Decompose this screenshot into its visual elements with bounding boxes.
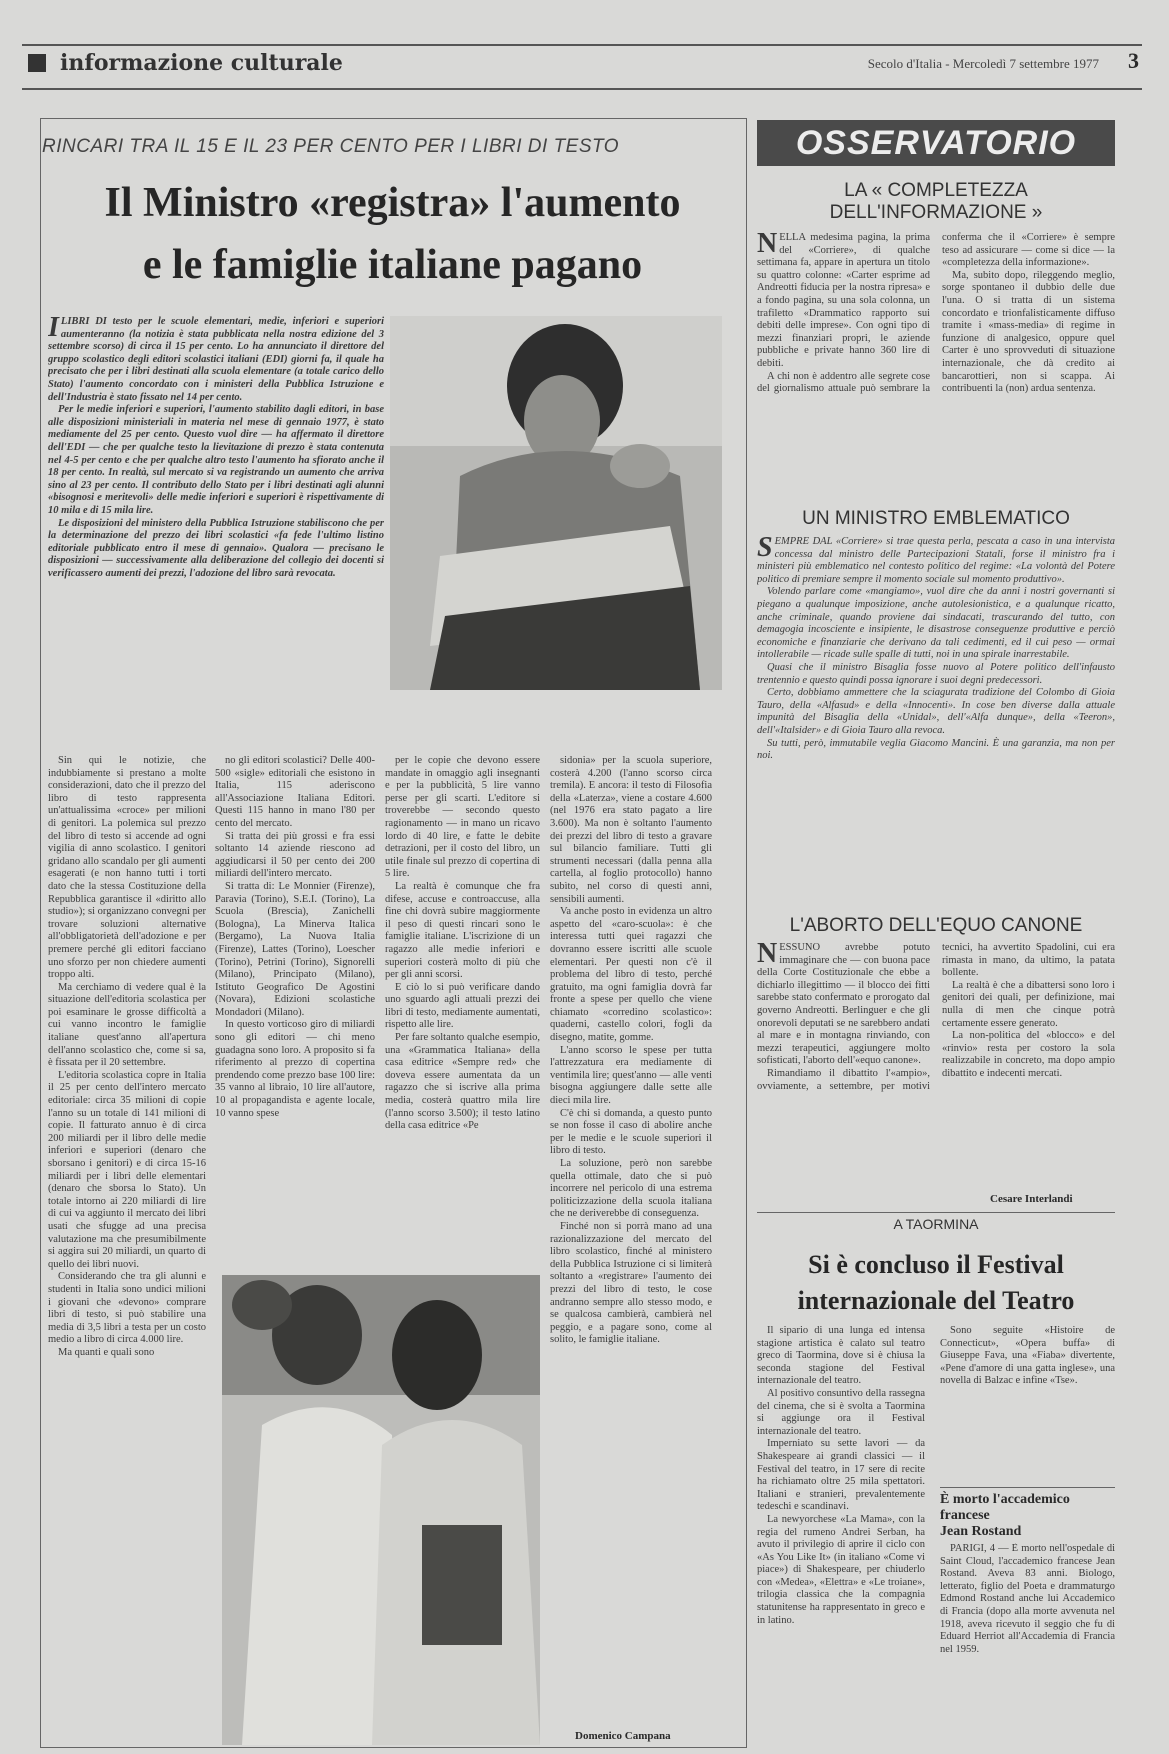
paragraph: Imperniato su sette lavori — da Shakespeare ai grandi classici — il Festival del teatro, in 17 sere di recite ha richiamato oltre 25 mila spettatori. Italiani e stranieri, prevalentemente tedeschi e scandinavi. — [757, 1438, 925, 1513]
paragraph: Rimandiamo il dibattito l'«ampio», ovviamente, a settembre, per motivi tecnici, ha avvertito Spadolini, cui era rimasta in mano, da ultimo, la patata bollente. — [757, 942, 1115, 1092]
top-rule — [22, 44, 1142, 46]
section-title: informazione culturale — [60, 50, 343, 76]
sidebar-article-3-body — [757, 942, 1115, 1190]
paragraph: Considerando che tra gli alunni e studenti in Italia sono undici milioni i giovani che «devono» comprare libri di testo, si può stabilire una media di 3,5 libri a testa per un costo medio a libro di circa 4.000 lire. — [48, 1271, 206, 1346]
paragraph: Su tutti, però, immutabile veglia Giacomo Mancini. È una garanzia, ma non per noi. — [757, 737, 1115, 762]
header-rule — [22, 88, 1142, 90]
photo-student-reading — [390, 316, 722, 690]
sidebar-article-4-kicker: A TAORMINA — [893, 1216, 979, 1232]
article-column-3 — [385, 755, 540, 1263]
paragraph: Sono seguite «Histoire de Connecticut», «Opera buffa» di Giuseppe Fava, una «Fiaba» divertente, «Pene d'amore di una gatta inglese», una novella di Balzac e infine «Tse». — [940, 1325, 1115, 1387]
paragraph: ESSUNO avrebbe potuto immaginare che — con buona pace della Corte Costituzionale che ebbe a dichiarlo illegittimo — il blocco dei fitti sarebbe stato confermato e prorogato dal governo Andreotti. Berlinguer e che gli onorevoli deputati se ne sarebbero andati al mare e in montagna rinviando, con mezzi terapeutici, aggiungere molto sofisticati, l'aborto dell'«equo canone». — [757, 942, 930, 1067]
paragraph: Ma, subito dopo, rileggendo meglio, sorge spontaneo il dubbio delle due l'una. O si tratta di un sistema concordato e trionfalisticamente diffuso tramite i «mass-media» di regime in funzione di analgesico, oppure quel Carter è uno sprovveduti di situazione internazionale, che dà credito ai bancarottieri, non si scappa. Ai contribuenti la (non) ardua sentenza. — [942, 269, 1115, 395]
paragraph: Certo, dobbiamo ammettere che la sciagurata tradizione del Colombo di Gioia Tauro, della «Alfasud» e della «Innocenti». In cose ben diverse dalla attuale impunità del Bisaglia della «Unidal», dell'«Alfa dunque», della «Teeron», dell'«Italsider» e di Gioia Tauro alla revoca. — [757, 687, 1115, 736]
paragraph: Quasi che il ministro Bisaglia fosse nuovo al Potere politico dell'infausto trentennio e questo quindi possa ignorare i suoi degni predecessori. — [757, 661, 1115, 686]
intro-paragraph: Le disposizioni del ministero della Pubblica Istruzione stabiliscono che per la determinazione del prezzo dei libri scolastici «fa fede l'ultimo listino editoriale pubblicato entro il mese di gennaio». Qualora — precisano le disposizioni — successivamente alla deliberazione del collegio dei docenti si verificassero aumenti dei prezzi, l'adozione del libro sarà revocata. — [48, 517, 384, 579]
sidebar-article-1-title-line-2: DELL'INFORMAZIONE » — [829, 202, 1043, 223]
section-logo-icon — [28, 54, 46, 72]
divider — [757, 1212, 1115, 1213]
paragraph: Va anche posto in evidenza un altro aspetto del «caro-scuola»: è che interessa tutti quei ragazzi che dovranno essere iscritti alle scuole elementari. Per questi non c'è il problema del libro di testo, perché gratuito, ma ogni famiglia dovrà far fronte a spese per quello che viene chiamato «corredino scolastico»: quaderni, castello colori, fogli da disegno, matite, gomme. — [550, 906, 712, 1044]
paragraph: Finché non si porrà mano ad una razionalizzazione del mercato del libro scolastico, finché al ministero della Pubblica Istruzione ci si limiterà soltanto a «registrare» l'aumento dei prezzi del libro di testo, le cose andranno sempre allo stesso modo, e se qualcosa cambierà, cambierà nel peggio, e a pagare sono, come al solito, le famiglie italiane. — [550, 1220, 712, 1346]
dateline: Secolo d'Italia - Mercoledì 7 settembre 1977 — [867, 56, 1099, 71]
sidebar-article-5-body — [940, 1543, 1115, 1723]
paragraph: Ma quanti e quali sono — [58, 1346, 155, 1358]
article-column-4 — [550, 755, 712, 1725]
paragraph: L'anno scorso le spese per tutta l'attrezzatura era mediamente di ventimila lire; quest'anno — alle venti bisogna aggiungere dalle sette alle dieci mila lire. — [550, 1044, 712, 1107]
headline-line-2: e le famiglie italiane pagano — [142, 242, 643, 288]
article-column-1 — [48, 755, 206, 1740]
drop-cap: N — [757, 942, 778, 969]
paragraph: A chi non è addentro alle segrete cose del giornalismo attuale può sembrare la conferma che il «Corriere» è sempre teso ad assicurare — come si dice — la «completezza della informazione». — [757, 232, 1115, 395]
sidebar-article-4-body-continued — [940, 1325, 1115, 1425]
paragraph: ELLA medesima pagina, la prima del «Corriere», di qualche settimana fa, appare in apertura un titolo su quattro colonne: «Carter esprime ad Andreotti fiducia per la nostra ripresa» e a fondo pagina, su una sola colonna, un trafiletto «Drammatico rapporto sui debiti delle imprese». Con ogni tipo di mezzi finanziari propri, le aziende pubbliche e private hanno 360 lire di debiti. — [757, 232, 930, 369]
article-kicker: RINCARI TRA IL 15 E IL 23 PER CENTO PER I LIBRI DI TESTO — [42, 136, 620, 157]
paragraph: Il sipario di una lunga ed intensa stagione artistica è calato sul teatro greco di Taormina, dove si è chiusa la seconda stagione del Festival internazionale del teatro. — [757, 1325, 925, 1387]
osservatorio-banner: OSSERVATORIO — [757, 120, 1115, 166]
sidebar-article-1-title-line-1: LA « COMPLETEZZA — [844, 180, 1028, 201]
paragraph: La soluzione, però non sarebbe quella ottimale, dato che si può incorrere nel pericolo di una estrema politicizzazione della scuola italiana che ne deriverebbe di conseguenza. — [550, 1158, 712, 1220]
headline-line-1: Il Ministro «registra» l'aumento — [104, 180, 681, 226]
photo-students-group — [222, 1275, 540, 1745]
paragraph: Ma cerchiamo di vedere qual è la situazione dell'editoria scolastica per poi esaminare le grosse difficoltà a cui vanno incontro le famiglie italiane quest'anno all'apertura dell'anno scolastico che, come si sa, è fissata per il 20 settembre. — [48, 981, 206, 1069]
article-intro — [48, 316, 384, 716]
paragraph: Per fare soltanto qualche esempio, una «Grammatica Italiana» della casa editrice «Sempre red» che doveva essere aumentata da un ragazzo che si iscrive alla prima media, costerà quattro mila lire (l'anno scorso 3.500); il testo latino della casa editrice «Pe — [385, 1032, 540, 1132]
drop-cap: S — [757, 536, 773, 563]
paragraph: La realtà è che a dibattersi sono loro i genitori dei quali, per definizione, mai nulla di men che cinque potrà certamente essere generato. — [942, 979, 1115, 1029]
paragraph: Si tratta dei più grossi e fra essi soltanto 14 aziende riescono ad aggiudicarsi il 50 per cento dei 200 miliardi dell'intero mercato. — [215, 830, 375, 880]
paragraph: PARIGI, 4 — È morto nell'ospedale di Saint Cloud, l'accademico francese Jean Rostand. Aveva 83 anni. Biologo, letterato, figlio del Poeta e drammaturgo Edmond Rostand anche lui Accademico di Francia (dopo alla morte avvenuta nel 1918, aveva ricevuto il seggio che fu di Eduard Herriot all'Accademia di Francia nel 1959. — [940, 1543, 1115, 1655]
drop-cap: I — [48, 316, 59, 343]
sidebar-article-2-title: UN MINISTRO EMBLEMATICO — [802, 508, 1070, 529]
paragraph: L'editoria scolastica copre in Italia il 25 per cento dell'intero mercato editoriale: circa 35 milioni di copie l'anno su un totale di 141 milioni di copie. Il fatturato annuo è di circa 200 miliardi per il libro delle medie inferiori e superiori (denaro che sborsano i genitori) e di circa 15-16 miliardi per i libri delle elementari (denaro che sborsa lo Stato). Un totale intorno ai 220 miliardi di lire di cui va aggiunto il mercato dei libri usati che sfugge ad una precisa valutazione ma che presumibilmente si aggira sui 20 miliardi, un quarto di quello dei libri nuovi. — [48, 1069, 206, 1270]
headline-line: È morto l'accademico — [940, 1492, 1070, 1507]
headline-line: Jean Rostand — [940, 1524, 1022, 1539]
sidebar-article-2-body — [757, 536, 1115, 904]
paragraph: La non-politica del «blocco» e del «rinvio» resta per costoro la sola realizzabile in concreto, ma dopo ampio dibattito e indecenti mercati. — [942, 1030, 1115, 1079]
sidebar-article-4-headline-line-2: internazionale del Teatro — [797, 1286, 1075, 1315]
paragraph: E ciò lo si può verificare dando uno sguardo agli attuali prezzi dei libri di testo, mediamente aumentati, rispetto alle lire. — [385, 981, 540, 1031]
paragraph: Sin qui le notizie, che indubbiamente si prestano a molte considerazioni, dato che il prezzo del libro di testo rappresenta un'attualissima «croce» per milioni di genitori. La polemica sul prezzo del libro di testo si accende ad ogni vigilia di anno scolastico. I genitori gridano allo scandalo per gli aumenti esagerati (e non hanno tutti i torti dato che la stessa Costituzione della Repubblica garantisce il «diritto allo studio»); si organizzano convegni per trovare soluzioni alternative all'obbligatorietà dell'adozione e per premere perché gli editori facciano uno sforzo per non chiedere aumenti troppo alti. — [48, 755, 206, 981]
paragraph: Si tratta di: Le Monnier (Firenze), Paravia (Torino), S.E.I. (Torino), La Scuola (Brescia), Zanichelli (Bologna), La Minerva Italica (Bergamo), La Nuova Italia (Firenze), Lattes (Torino), Loescher (Torino), Petrini (Torino), Signorelli (Milano), Principato (Milano), Istituto Geografico De Agostini (Novara), Edizioni scolastiche Mondadori (Milano). — [215, 880, 375, 1018]
paragraph: sidonia» per la scuola superiore, costerà 4.200 (l'anno scorso circa tremila). E ancora: il testo di Filosofia della «Laterza», viene a costare 4.600 (nel 1976 era stato pagato a lire 3.600). Ma non è soltanto l'aumento dei prezzi del libro di testo a gravare sul bilancio familiare. Tutti gli strumenti necessari (dalla penna alla cartella, al foglio protocollo) hanno subìto, nel corso di questi anni, sensibili aumenti. — [550, 755, 712, 905]
sidebar-article-3-signature: Cesare Interlandi — [990, 1193, 1073, 1205]
paragraph: EMPRE DAL «Corriere» si trae questa perla, pescata a caso in una intervista concessa dal ministro delle Partecipazioni Statali, forse il ministro fra i ministeri più emblematico nel contesto politico del regime: «La volontà del Potere politico di premiare sempre il momento sociale sul momento produttivo». — [757, 536, 1115, 585]
paragraph: In questo vorticoso giro di miliardi sono gli editori — chi meno guadagna sono loro. A proposito si fa riferimento al prezzo di copertina prendendo come prezzo base 100 lire: 35 vanno al libraio, 10 lire all'autore, 10 al propagandista e agente locale, 10 vanno spese — [215, 1019, 375, 1119]
paragraph: Al positivo consuntivo della rassegna del cinema, che si è svolta a Taormina si aggiunge ora il Festival internazionale del teatro. — [757, 1387, 925, 1437]
page-number: 3 — [1128, 48, 1139, 73]
intro-paragraph: Per le medie inferiori e superiori, l'aumento stabilito dagli editori, in base alle disposizioni ministeriali in materia nel mese di gennaio 1977, è stato mediamente del 25 per cento. Questo vuol dire — ha affermato il direttore dell'EDI — che per qualche testo la lievitazione di prezzo è stata contenuta nel 4-5 per cento e che per qualche altro testo l'aumento ha sfiorato anche il 18 per cento. In realtà, sul mercato si va registrando un aumento che arriva sino al 23 per cento. Il contributo dello Stato per i libri destinati agli alunni «bisognosi e meritevoli» delle medie inferiori e superiori è rispettivamente di 10 mila e di 15 mila lire. — [48, 404, 384, 516]
article-signature: Domenico Campana — [575, 1730, 671, 1742]
paragraph: no gli editori scolastici? Delle 400-500 «sigle» editoriali che esistono in Italia, 115 aderiscono all'Associazione Italiana Editori. Questi 115 hanno in mano l'80 per cento del mercato. — [215, 755, 375, 829]
paragraph: La realtà è comunque che fra difese, accuse e controaccuse, alla fine chi dovrà subire maggiormente il peso di questi rincari sono le famiglie italiane. L'iscrizione di un ragazzo alle medie inferiori e superiori costerà molto di più che per gli anni scorsi. — [385, 880, 540, 981]
intro-paragraph: LIBRI DI testo per le scuole elementari, medie, inferiori e superiori aumenteranno (la notizia è stata pubblicata nella nostra edizione del 3 settembre scorso) di circa il 15 per cento. Lo ha annunciato il direttore del gruppo scolastico degli editori scolastici italiani (EDI) giorni fa, il quale ha precisato che per i libri destinati alla scuola elementare (a totale carico dello Stato) l'aumento concordato con i ministeri della Pubblica Istruzione e dell'Industria è stato fissato nel 14 per cento. — [48, 316, 384, 403]
sidebar-article-4-body — [757, 1325, 925, 1720]
paragraph: per le copie che devono essere mandate in omaggio agli insegnanti e per la pubblicità, 5 lire vanno perse per gli scarti. L'editore si troverebbe — secondo questo ragionamento — in mano un ricavo lordo di 40 lire, e fatte le debite detrazioni, per il costo del libro, un utile finale sul prezzo di copertina di 5 lire. — [385, 755, 540, 880]
paragraph: C'è chi si domanda, a questo punto se non fosse il caso di abolire anche per le medie e le scuole superiori il libro di testo. — [550, 1107, 712, 1157]
sidebar-article-4-headline-line-1: Si è concluso il Festival — [808, 1250, 1064, 1279]
paragraph: Volendo parlare come «mangiamo», vuol dire che da anni i nostri governanti si piegano a qualunque imposizione, anche autolesionistica, e a qualunque ricatto, anche criminale, quando proviene dai sindacati, trascurando del tutto, con demagogia incosciente e insipiente, le disastrose conseguenze produttive e perciò economiche e finanziarie che derivano da tali cedimenti, ed il cui peso — ormai intollerabile — ricade sulle spalle di tutti, noi in una spirale inarrestabile. — [757, 586, 1115, 661]
divider — [940, 1487, 1115, 1488]
article-column-2 — [215, 755, 375, 1263]
paragraph: La newyorchese «La Mama», con la regia del rumeno Andrei Serban, ha avuto il privilegio di aprire il ciclo con «As You Like It» (in italiano «Come vi piace») di Shakespeare, per chiuderlo con «Medea», «Elettra» e «Le troiane», trilogia classica che la compagnia statunitense ha rappresentato in greco e in latino. — [757, 1513, 925, 1626]
sidebar-article-3-title: L'ABORTO DELL'EQUO CANONE — [789, 915, 1083, 936]
headline-line: francese — [940, 1508, 990, 1523]
sidebar-article-5-headline — [940, 1492, 1115, 1540]
drop-cap: N — [757, 232, 778, 259]
sidebar-article-1-body — [757, 232, 1115, 490]
